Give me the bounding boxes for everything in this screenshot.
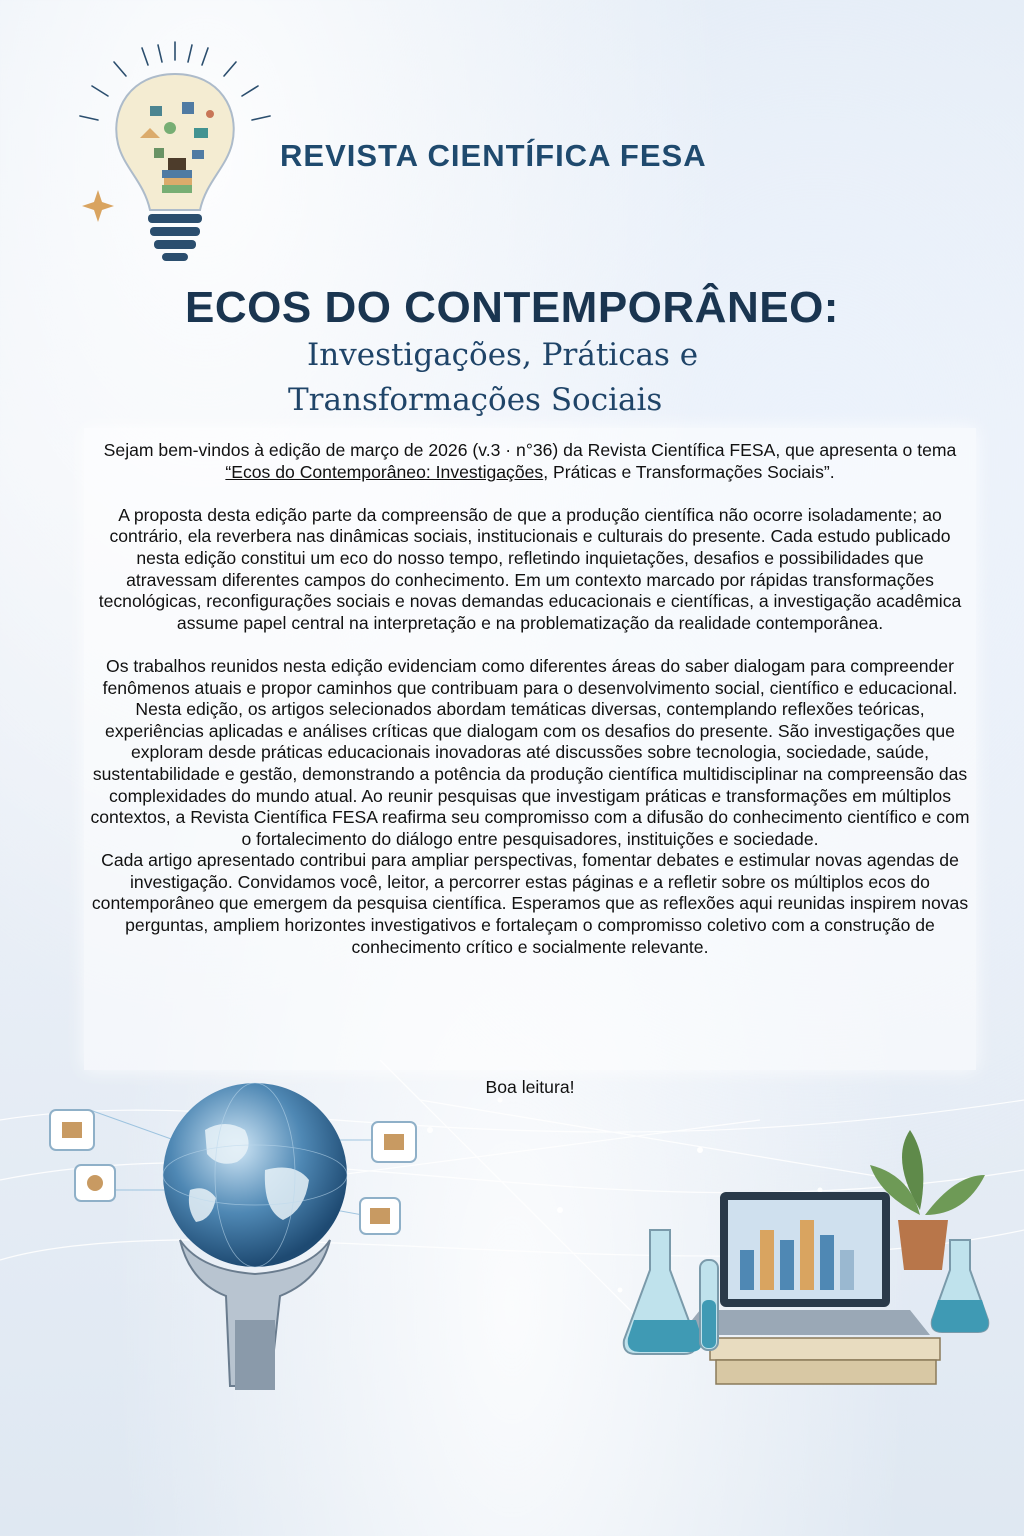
edition-title: ECOS DO CONTEMPORÂNEO:	[185, 283, 839, 332]
paragraph-proposal: A proposta desta edição parte da compreensão de que a produção científica não ocorre isoladamente; ao contrário, ela reverbera nas dinâmicas sociais, institucionais e culturais do presente. Cada estudo publicado nesta edição constitui um eco do nosso tempo, refletindo inquietações, desafios e possibilidades que atravessam diferentes campos do conhecimento. Em um contexto marcado por rápidas transformações tecnológicas, reconfigurações sociais e novas demandas educacionais e científicas, a investigação acadêmica assume papel central na interpretação e na problematização da realidade contemporânea.	[98, 504, 962, 633]
journal-brand-name: REVISTA CIENTÍFICA FESA	[280, 138, 707, 173]
edition-subtitle-line2: Transformações Sociais	[288, 382, 663, 418]
edition-subtitle-line1: Investigações, Práticas e	[307, 337, 699, 373]
books-icon	[710, 1338, 940, 1384]
paragraph-invitation: Cada artigo apresentado contribui para ampliar perspectivas, fomentar debates e estimular novas agendas de investigação. Convidamos você, leitor, a percorrer estas páginas e a refletir sobre os múltiplos ecos do contemporâneo que emergem da pesquisa científica. Esperamos que as reflexões aqui reunidas inspirem novas perguntas, ampliem horizontes investigativos e fortaleçam o compromisso coletivo com a construção de conhecimento crítico e socialmente relevante.	[91, 850, 969, 957]
globe-icon	[30, 1070, 460, 1410]
sparkle-icon	[82, 190, 114, 222]
laptop-icon	[620, 1120, 1010, 1410]
editorial-text	[90, 440, 970, 958]
theme-link[interactable]: “Ecos do Contemporâneo: Investigações	[225, 461, 544, 482]
closing-greeting: Boa leitura!	[485, 1077, 575, 1097]
lightbulb-logo-icon	[70, 40, 280, 270]
intro-paragraph: Sejam bem-vindos à edição de março de 2026 (v.3 · n°36) da Revista Científica FESA, que apresenta o tema “Ecos do Contemporâneo: Investigações, Práticas e Transformações Sociais”.	[103, 440, 957, 482]
paragraph-works: Os trabalhos reunidos nesta edição evidenciam como diferentes áreas do saber dialogam para compreender fenômenos atuais e propor caminhos que contribuam para o desenvolvimento social, científico e educacional. Nesta edição, os artigos selecionados abordam temáticas diversas, contemplando reflexões teóricas, experiências aplicadas e análises críticas que dialogam com os desafios do presente. São investigações que exploram desde práticas educacionais inovadoras até discussões sobre tecnologia, sociedade, saúde, sustentabilidade e gestão, demonstrando a potência da produção científica multidisciplinar na compreensão das complexidades do mundo atual. Ao reunir pesquisas que investigam práticas e transformações em múltiplos contextos, a Revista Científica FESA reafirma seu compromisso com a difusão do conhecimento científico e com o fortalecimento do diálogo entre pesquisadores, instituições e sociedade.	[90, 655, 970, 849]
